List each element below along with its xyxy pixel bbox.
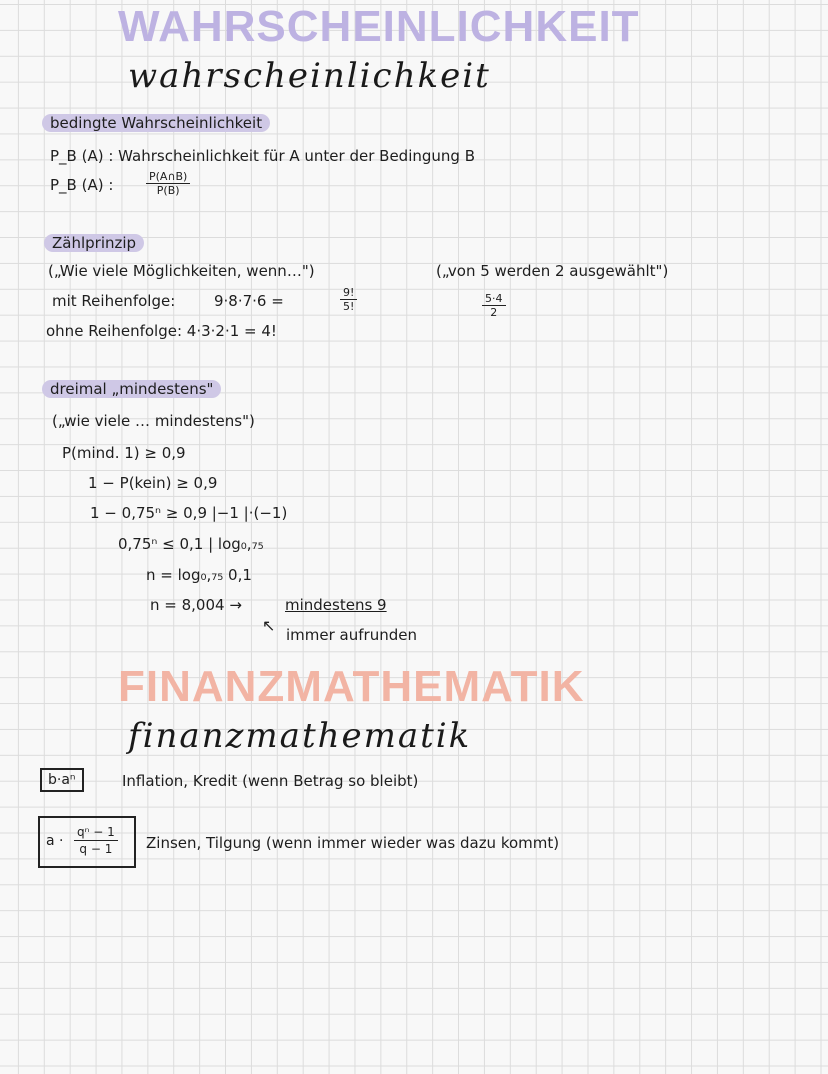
title-finanzmathematik-caps: FINANZMATHEMATIK bbox=[118, 662, 585, 711]
note-aufrunden: immer aufrunden bbox=[286, 626, 417, 644]
bedingt-definition: P_B (A) : Wahrscheinlichkeit für A unter der Bedingung B bbox=[50, 147, 475, 165]
heading-bedingte: bedingte Wahrscheinlichkeit bbox=[42, 114, 270, 132]
fraction-numerator: 5·4 bbox=[482, 292, 506, 306]
zaehl-question: („Wie viele Möglichkeiten, wenn…") bbox=[48, 262, 315, 280]
fraction-numerator: 9! bbox=[340, 286, 357, 300]
mit-reihenfolge-expr: 9·8·7·6 = bbox=[214, 292, 284, 310]
fraction-numerator: qⁿ − 1 bbox=[74, 824, 118, 841]
dreimal-question: („wie viele … mindestens") bbox=[52, 412, 255, 430]
formula2-prefix: a · bbox=[46, 833, 64, 849]
mit-reihenfolge-fraction bbox=[340, 286, 357, 313]
fraction-denominator: 5! bbox=[343, 300, 355, 313]
step-6: n = 8,004 → bbox=[150, 596, 242, 614]
fraction-denominator: P(B) bbox=[156, 184, 180, 197]
formula2-fraction bbox=[74, 824, 118, 857]
zaehl-side-note: („von 5 werden 2 ausgewählt") bbox=[436, 262, 669, 280]
title-wahrscheinlichkeit-caps: WAHRSCHEINLICHKEIT bbox=[118, 2, 640, 51]
ohne-reihenfolge: ohne Reihenfolge: 4·3·2·1 = 4! bbox=[46, 322, 277, 340]
arrow-up-left-icon: ↖ bbox=[262, 616, 276, 635]
formula-box-2 bbox=[38, 816, 136, 868]
heading-dreimal-mindestens: dreimal „mindestens" bbox=[42, 380, 221, 398]
title-wahrscheinlichkeit-script: wahrscheinlichkeit bbox=[128, 56, 491, 96]
desc-zinsen: Zinsen, Tilgung (wenn immer wieder was dazu kommt) bbox=[146, 834, 560, 852]
side-fraction bbox=[482, 292, 506, 319]
title-finanzmathematik-script: finanzmathematik bbox=[128, 716, 472, 756]
step-2: 1 − P(kein) ≥ 0,9 bbox=[88, 474, 218, 492]
fraction-numerator: P(A∩B) bbox=[146, 170, 190, 184]
bedingt-fraction bbox=[146, 170, 190, 197]
result-mindestens: mindestens 9 bbox=[285, 596, 387, 614]
step-5: n = log₀,₇₅ 0,1 bbox=[146, 566, 252, 584]
fraction-denominator: 2 bbox=[490, 306, 498, 319]
mit-reihenfolge-label: mit Reihenfolge: bbox=[52, 292, 176, 310]
desc-inflation: Inflation, Kredit (wenn Betrag so bleibt) bbox=[122, 772, 419, 790]
step-4: 0,75ⁿ ≤ 0,1 | log₀,₇₅ bbox=[118, 535, 264, 553]
heading-zaehlprinzip: Zählprinzip bbox=[44, 234, 144, 252]
formula-box-1: b·aⁿ bbox=[40, 768, 84, 792]
fraction-denominator: q − 1 bbox=[79, 842, 113, 856]
step-1: P(mind. 1) ≥ 0,9 bbox=[62, 444, 186, 462]
step-3: 1 − 0,75ⁿ ≥ 0,9 |−1 |·(−1) bbox=[90, 504, 288, 522]
bedingt-formula-label: P_B (A) : bbox=[50, 176, 114, 194]
